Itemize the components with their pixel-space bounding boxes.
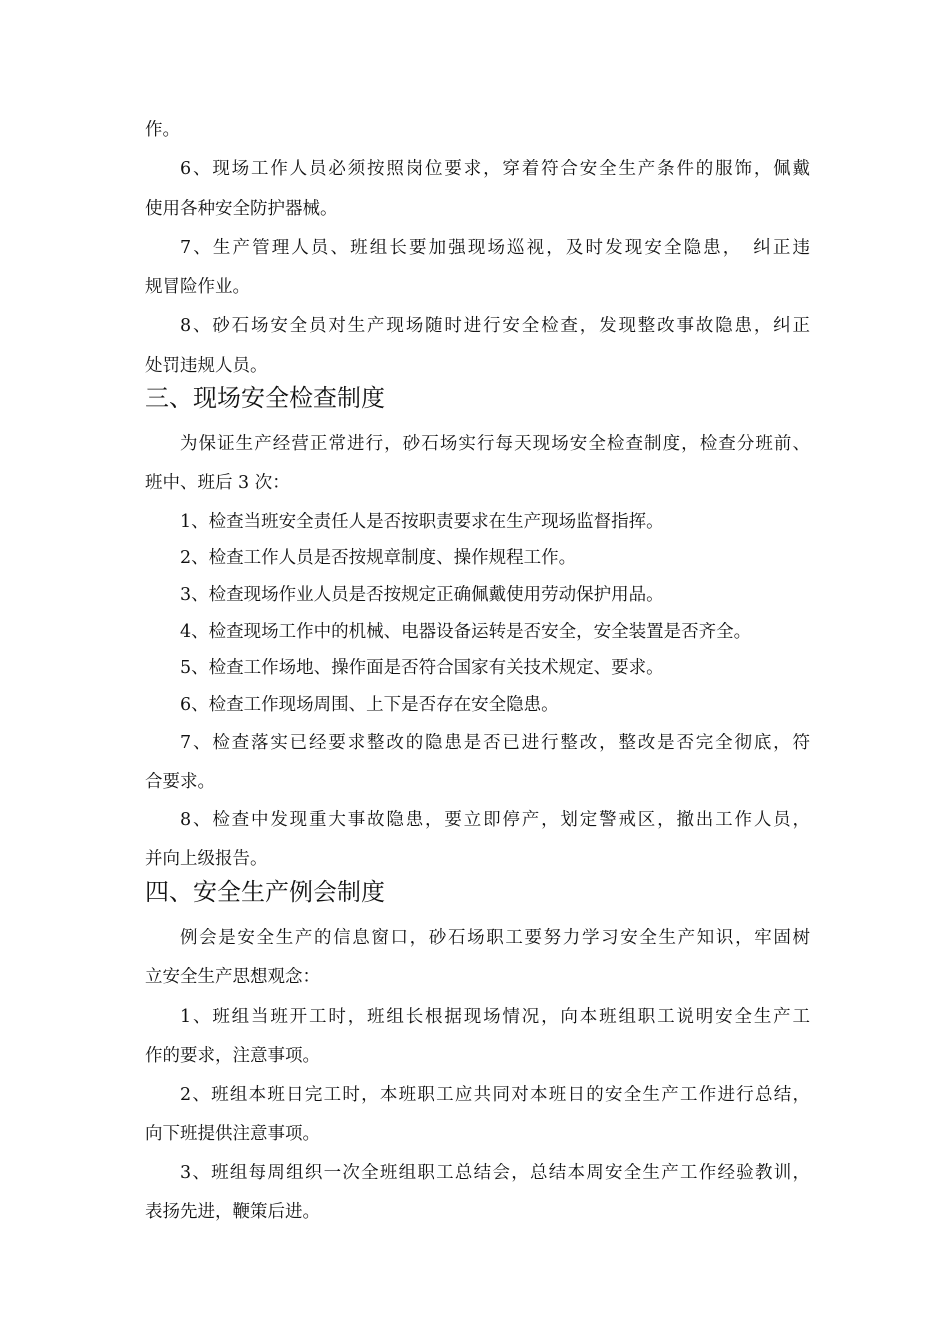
check-item-7-line-1: 7、检查落实已经要求整改的隐患是否已进行整改，整改是否完全彻底，符	[180, 733, 810, 753]
check-item-2: 2、检查工作人员是否按规章制度、操作规程工作。	[180, 548, 577, 568]
check-item-6: 6、检查工作现场周围、上下是否存在安全隐患。	[180, 695, 559, 715]
check-item-5: 5、检查工作场地、操作面是否符合国家有关技术规定、要求。	[180, 658, 664, 678]
meeting-item-3-line-2: 表扬先进，鞭策后进。	[145, 1202, 320, 1222]
check-item-1: 1、检查当班安全责任人是否按职责要求在生产现场监督指挥。	[180, 512, 664, 532]
check-item-7-line-2: 合要求。	[145, 772, 215, 792]
section-3-heading: 三、现场安全检查制度	[145, 384, 385, 412]
section-4-heading: 四、安全生产例会制度	[145, 878, 385, 906]
rule-item-8-line-2: 处罚违规人员。	[145, 356, 268, 376]
rule-item-6-line-2: 使用各种安全防护器械。	[145, 199, 338, 219]
section-4-intro-line-1: 例会是安全生产的信息窗口，砂石场职工要努力学习安全生产知识，牢固树	[180, 928, 810, 948]
paragraph-continuation: 作。	[145, 120, 180, 140]
section-3-intro-line-2: 班中、班后 3 次：	[145, 473, 290, 493]
meeting-item-1-line-1: 1、班组当班开工时，班组长根据现场情况，向本班组职工说明安全生产工	[180, 1007, 810, 1027]
section-3-intro-line-1: 为保证生产经营正常进行，砂石场实行每天现场安全检查制度，检查分班前、	[180, 434, 810, 454]
rule-item-8-line-1: 8、砂石场安全员对生产现场随时进行安全检查，发现整改事故隐患，纠正	[180, 316, 810, 336]
check-item-8-line-1: 8、检查中发现重大事故隐患，要立即停产，划定警戒区，撤出工作人员，	[180, 810, 810, 830]
check-item-8-line-2: 并向上级报告。	[145, 849, 268, 869]
meeting-item-3-line-1: 3、班组每周组织一次全班组职工总结会，总结本周安全生产工作经验教训，	[180, 1163, 810, 1183]
check-item-3: 3、检查现场作业人员是否按规定正确佩戴使用劳动保护用品。	[180, 585, 664, 605]
section-4-intro-line-2: 立安全生产思想观念：	[145, 967, 320, 987]
rule-item-7-line-2: 规冒险作业。	[145, 277, 250, 297]
meeting-item-2-line-1: 2、班组本班日完工时，本班职工应共同对本班日的安全生产工作进行总结，	[180, 1085, 810, 1105]
rule-item-6-line-1: 6、现场工作人员必须按照岗位要求，穿着符合安全生产条件的服饰，佩戴	[180, 159, 810, 179]
check-item-4: 4、检查现场工作中的机械、电器设备运转是否安全，安全装置是否齐全。	[180, 622, 752, 642]
meeting-item-2-line-2: 向下班提供注意事项。	[145, 1124, 320, 1144]
rule-item-7-line-1: 7、生产管理人员、班组长要加强现场巡视，及时发现安全隐患， 纠正违	[180, 238, 810, 258]
meeting-item-1-line-2: 作的要求，注意事项。	[145, 1046, 320, 1066]
